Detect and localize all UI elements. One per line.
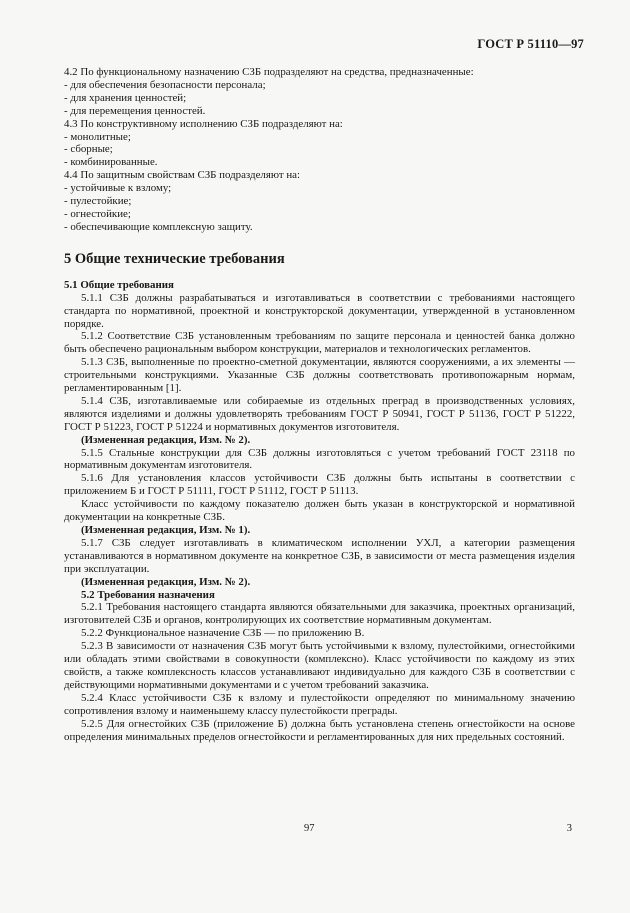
section-5-title: 5 Общие технические требования bbox=[64, 250, 285, 267]
page-header: ГОСТ Р 51110—97 bbox=[477, 37, 584, 51]
list-item: - для хранения ценностей; bbox=[64, 91, 187, 104]
section-4-list bbox=[64, 66, 575, 234]
clause-4-2: 4.2 По функциональному назначению СЗБ подразделяют на средства, предназначенные: bbox=[64, 66, 474, 78]
list-item: - обеспечивающие комплексную защиту. bbox=[64, 220, 253, 233]
clause-5-1-7: 5.1.7 СЗБ следует изготавливать в климатическом исполнении УХЛ, а категории размещения устанавливаются в нормативном документе на конкретное СЗБ, в зависимости от места размещения изделия при эксплуатации. bbox=[64, 536, 575, 575]
clause-5-1-4: 5.1.4 СЗБ, изготавливаемые или собираемые из отдельных преград в производственных условиях, являются изделиями и должны удовлетворять требованиям ГОСТ Р 50941, ГОСТ Р 51136, ГОСТ Р 51222, ГОСТ Р 51223, ГОСТ Р 51224 и нормативных документов изготовителя. bbox=[64, 394, 575, 433]
clause-5-2-2: 5.2.2 Функциональное назначение СЗБ — по приложению В. bbox=[81, 627, 365, 640]
list-item: - монолитные; bbox=[64, 130, 131, 143]
clause-5-2-1: 5.2.1 Требования настоящего стандарта являются обязательными для заказчика, проектных организаций, изготовителей СЗБ и органов, контролирующих их соответствие нормативным документам. bbox=[64, 601, 575, 627]
list-item: - сборные; bbox=[64, 143, 113, 156]
page-body bbox=[64, 66, 575, 743]
list-item: - для перемещения ценностей. bbox=[64, 104, 206, 117]
list-item: - для обеспечения безопасности персонала; bbox=[64, 78, 266, 91]
footer-sheet-number: 3 bbox=[566, 823, 572, 834]
subsection-5-2-title: 5.2 Требования назначения bbox=[81, 588, 215, 601]
subsection-5-1-title: 5.1 Общие требования bbox=[64, 278, 174, 291]
clause-5-1-6-cont: Класс устойчивости по каждому показателю должен быть указан в конструкторской и нормативной документации на конкретные СЗБ. bbox=[64, 498, 575, 524]
clause-5-1-1: 5.1.1 СЗБ должны разрабатываться и изготавливаться в соответствии с требованиями настоящего стандарта по нормативной, проектной и конструкторской документации, утвержденной в установленном порядке. bbox=[64, 291, 575, 330]
list-item: - комбинированные. bbox=[64, 156, 158, 169]
clause-5-2-4: 5.2.4 Класс устойчивости СЗБ к взлому и пулестойкости определяют по минимальному значению сопротивления взлому и наименьшему классу пулестойкости преграды. bbox=[64, 691, 575, 717]
clause-5-1-5: 5.1.5 Стальные конструкции для СЗБ должны изготовляться с учетом требований ГОСТ 23118 по нормативным документам изготовителя. bbox=[64, 446, 575, 472]
list-item: - огнестойкие; bbox=[64, 207, 131, 220]
clause-5-2-3: 5.2.3 В зависимости от назначения СЗБ могут быть устойчивыми к взлому, пулестойкими, огнестойкими или обладать этими свойствами в совокупности (комплексно). Класс устойчивости по каждому из этих свойств, а также комплексность классов устанавливают индивидуально для каждого СЗБ в соответствии с действующими нормативными документами и с учетом требований заказчика. bbox=[64, 640, 575, 691]
clause-4-4: 4.4 По защитным свойствам СЗБ подразделяют на: bbox=[64, 169, 301, 182]
amendment-note: (Измененная редакция, Изм. № 2). bbox=[81, 575, 251, 588]
amendment-note: (Измененная редакция, Изм. № 1). bbox=[81, 524, 251, 536]
clause-5-1-2: 5.1.2 Соответствие СЗБ установленным требованиям по защите персонала и ценностей банка должно быть обеспечено рациональным выбором конструкции, материалов и технологических регламентов. bbox=[64, 330, 575, 356]
amendment-note: (Измененная редакция, Изм. № 2). bbox=[81, 433, 251, 446]
list-item: - пулестойкие; bbox=[64, 195, 132, 208]
clause-4-3: 4.3 По конструктивному исполнению СЗБ подразделяют на: bbox=[64, 117, 343, 130]
clause-5-1-6: 5.1.6 Для установления классов устойчивости СЗБ должны быть испытаны в соответствии с приложением Б и ГОСТ Р 51111, ГОСТ Р 51112, ГОСТ Р 51113. bbox=[64, 472, 575, 498]
list-item: - устойчивые к взлому; bbox=[64, 182, 172, 195]
footer-page-number: 97 bbox=[304, 823, 315, 834]
clause-5-1-3: 5.1.3 СЗБ, выполненные по проектно-сметной документации, являются сооружениями, а их элементы — строительными конструкциями. Указанные СЗБ должны соответствовать противопожарным нормам, регламентированным [1]. bbox=[64, 356, 575, 395]
clause-5-2-5: 5.2.5 Для огнестойких СЗБ (приложение Б) должна быть установлена степень огнестойкости на основе определения минимальных пределов огнестойкости и регламентированных для них предельных состояний. bbox=[64, 717, 575, 743]
